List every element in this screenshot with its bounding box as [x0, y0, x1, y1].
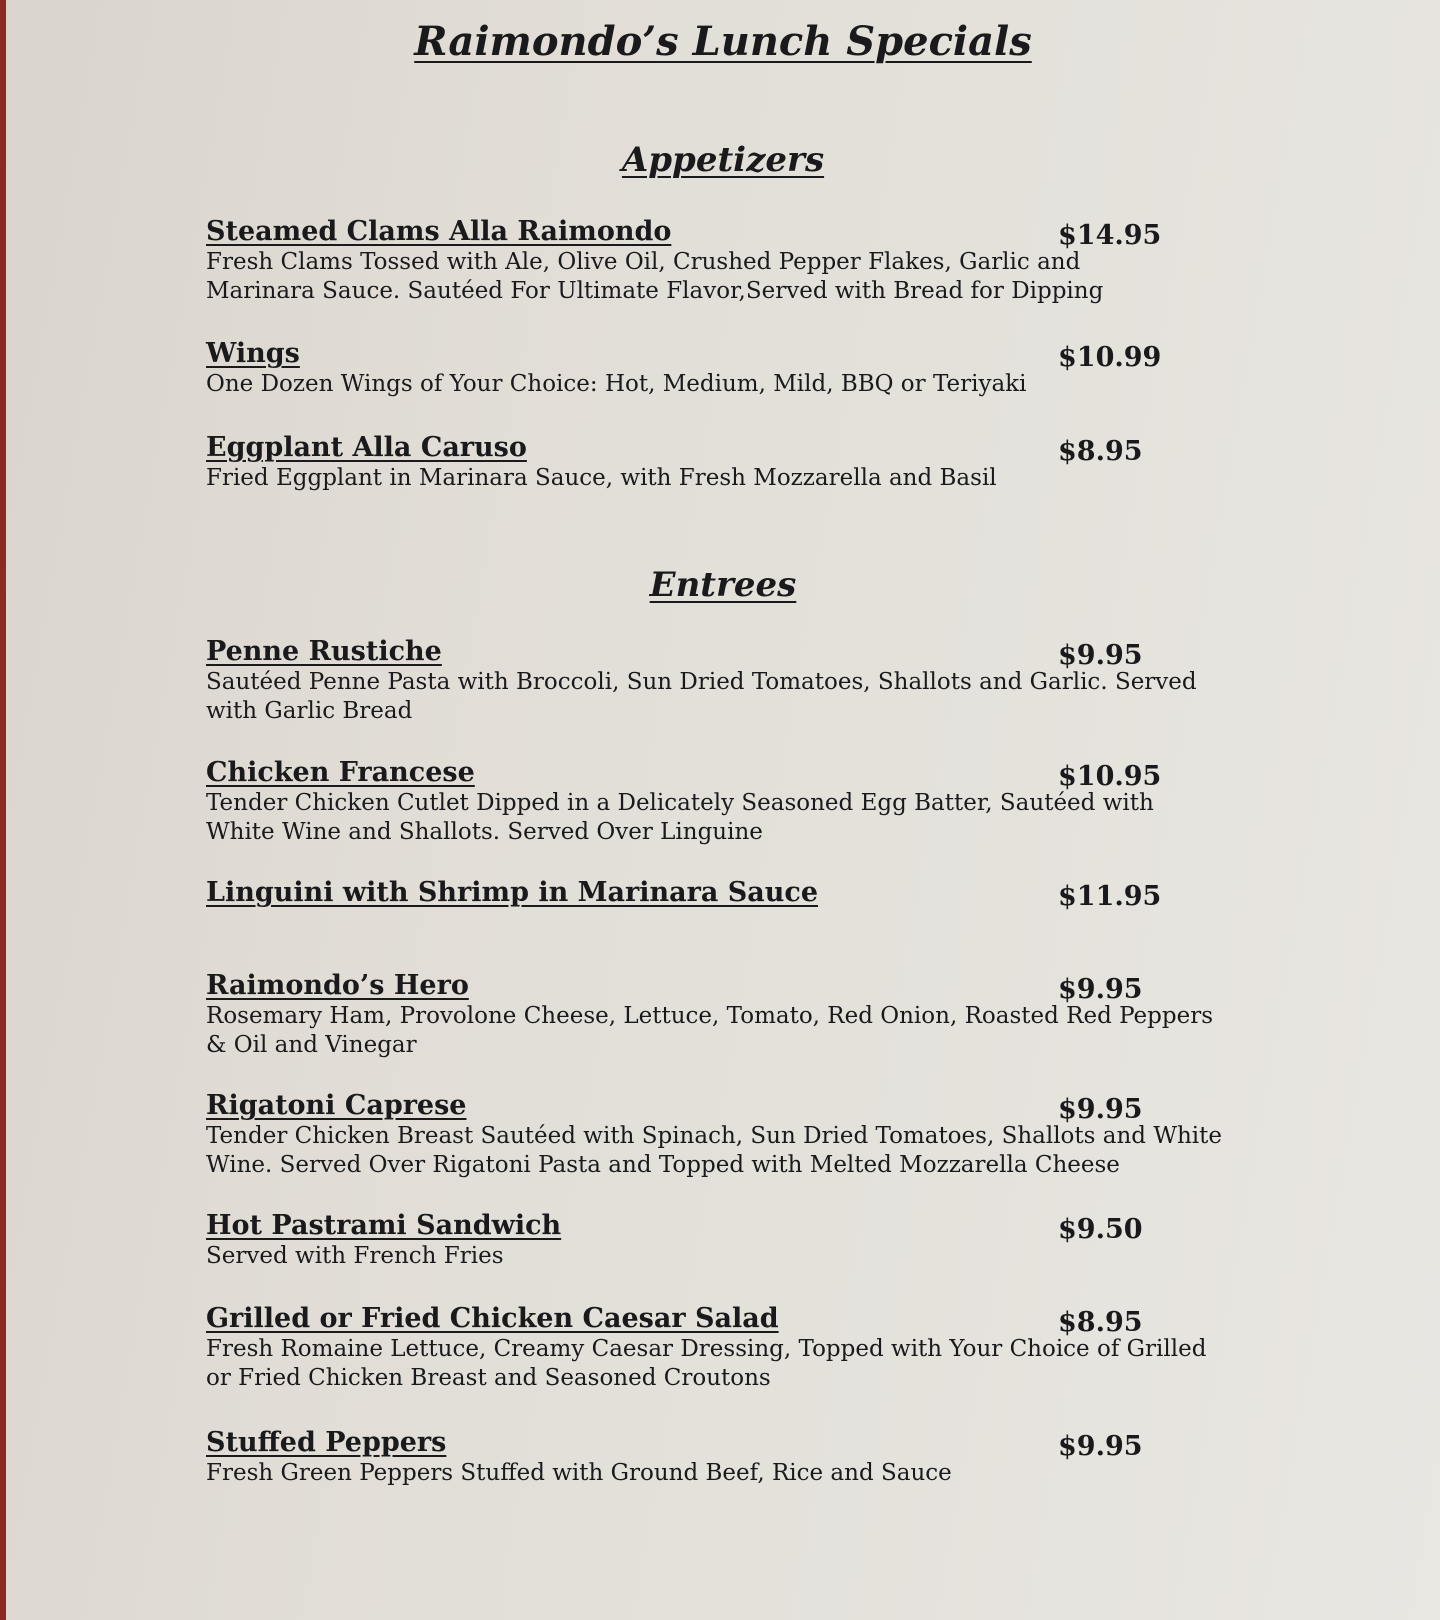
section-heading-entrees: Entrees	[649, 565, 797, 605]
menu-item	[206, 1303, 1226, 1393]
menu-item	[206, 970, 1226, 1060]
section-heading-appetizers: Appetizers	[621, 140, 825, 180]
item-name: Steamed Clams Alla Raimondo	[206, 216, 672, 247]
item-name: Hot Pastrami Sandwich	[206, 1210, 562, 1241]
menu-title: Raimondo’s Lunch Specials	[414, 18, 1032, 65]
menu-item	[206, 1090, 1226, 1180]
item-name: Eggplant Alla Caruso	[206, 432, 527, 463]
item-name: Stuffed Peppers	[206, 1427, 447, 1458]
item-price: $8.95	[1058, 436, 1143, 467]
item-price: $9.95	[1058, 974, 1143, 1005]
item-name: Linguini with Shrimp in Marinara Sauce	[206, 877, 819, 908]
item-description: One Dozen Wings of Your Choice: Hot, Medium, Mild, BBQ or Teriyaki	[206, 371, 1027, 397]
item-name: Chicken Francese	[206, 757, 475, 788]
menu-item	[206, 432, 1226, 493]
menu-item	[206, 757, 1226, 847]
menu-page	[6, 0, 1440, 1620]
item-name: Grilled or Fried Chicken Caesar Salad	[206, 1303, 779, 1334]
item-price: $10.95	[1058, 761, 1162, 792]
item-price: $9.95	[1058, 640, 1143, 671]
menu-item	[206, 1210, 1226, 1271]
item-description: Fresh Romaine Lettuce, Creamy Caesar Dressing, Topped with Your Choice of Grilled or Fried Chicken Breast and Seasoned Croutons	[206, 1336, 1207, 1391]
menu-item	[206, 877, 1226, 912]
item-name: Wings	[206, 338, 300, 369]
item-description: Tender Chicken Cutlet Dipped in a Delicately Seasoned Egg Batter, Sautéed with White Wine and Shallots. Served Over Linguine	[206, 790, 1154, 845]
menu-item	[206, 1427, 1226, 1488]
item-description: Served with French Fries	[206, 1243, 504, 1269]
menu-item	[206, 636, 1226, 726]
item-description: Fried Eggplant in Marinara Sauce, with Fresh Mozzarella and Basil	[206, 465, 997, 491]
menu-item	[206, 216, 1226, 306]
menu-item	[206, 338, 1226, 399]
item-description: Tender Chicken Breast Sautéed with Spinach, Sun Dried Tomatoes, Shallots and White Wine. Served Over Rigatoni Pasta and Topped with Melted Mozzarella Cheese	[206, 1123, 1222, 1178]
item-price: $9.50	[1058, 1214, 1143, 1245]
item-price: $8.95	[1058, 1307, 1143, 1338]
item-price: $14.95	[1058, 220, 1162, 251]
item-description: Sautéed Penne Pasta with Broccoli, Sun Dried Tomatoes, Shallots and Garlic. Served with Garlic Bread	[206, 669, 1197, 724]
item-price: $9.95	[1058, 1431, 1143, 1462]
item-price: $9.95	[1058, 1094, 1143, 1125]
item-name: Penne Rustiche	[206, 636, 442, 667]
item-description: Fresh Clams Tossed with Ale, Olive Oil, Crushed Pepper Flakes, Garlic and Marinara Sauce. Sautéed For Ultimate Flavor,Served with Bread for Dipping	[206, 249, 1104, 304]
item-price: $10.99	[1058, 342, 1162, 373]
item-price: $11.95	[1058, 881, 1162, 912]
item-description: Rosemary Ham, Provolone Cheese, Lettuce, Tomato, Red Onion, Roasted Red Peppers & Oil and Vinegar	[206, 1003, 1214, 1058]
item-name: Raimondo’s Hero	[206, 970, 469, 1001]
item-name: Rigatoni Caprese	[206, 1090, 467, 1121]
item-description: Fresh Green Peppers Stuffed with Ground Beef, Rice and Sauce	[206, 1460, 952, 1486]
